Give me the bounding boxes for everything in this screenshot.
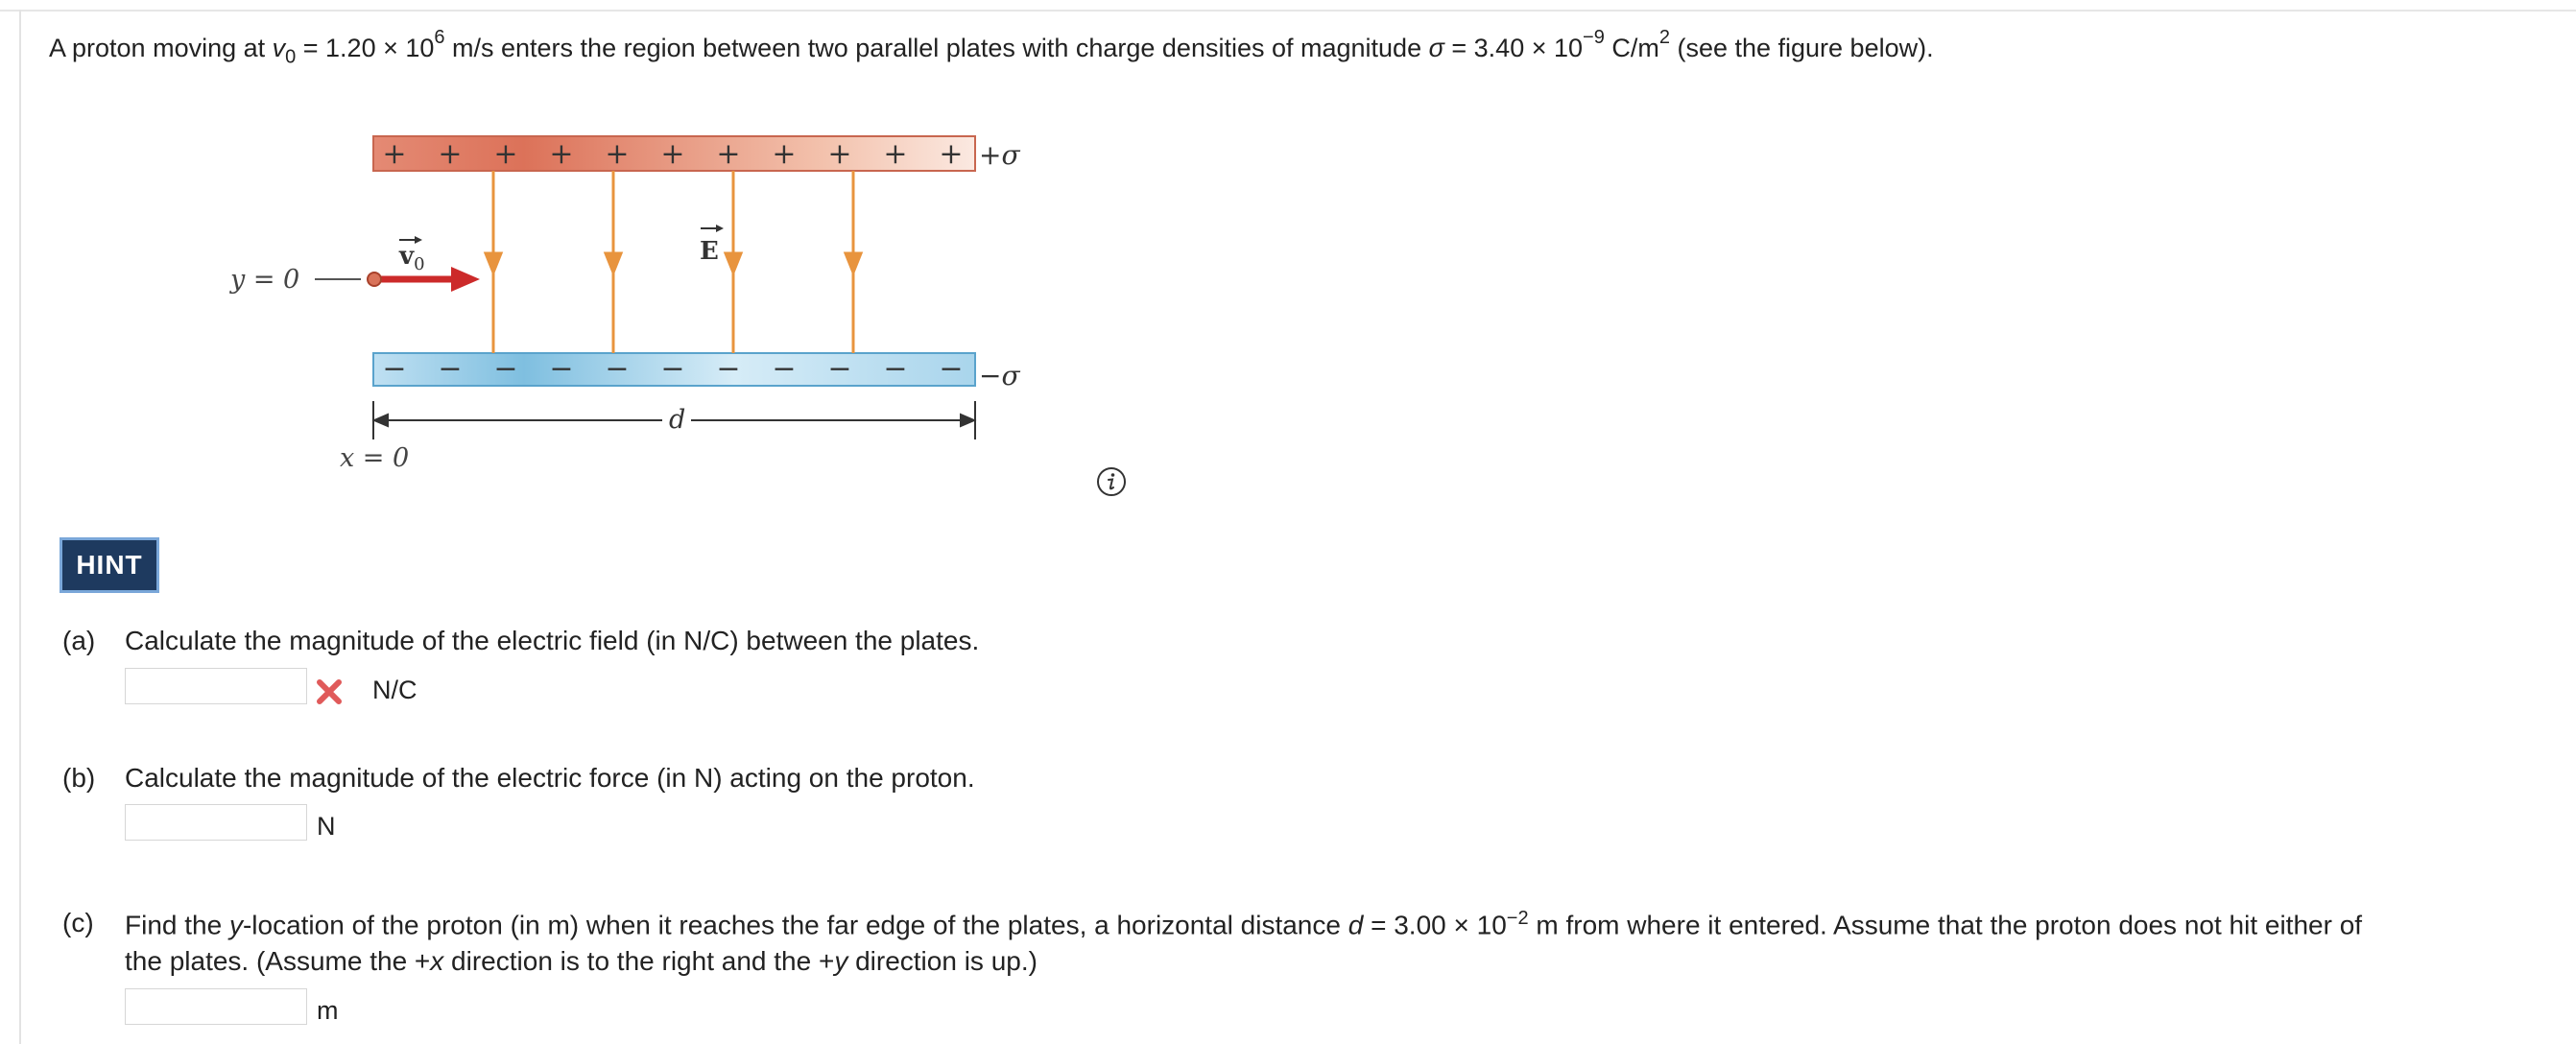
electric-field-label	[700, 225, 724, 266]
hint-button[interactable]: HINT	[60, 537, 159, 593]
minus-charge: −	[549, 352, 574, 386]
part-label: (b)	[62, 763, 96, 793]
field-line	[846, 171, 861, 353]
plus-charge: +	[549, 137, 574, 171]
velocity-label	[398, 236, 425, 274]
minus-charge: −	[493, 352, 518, 386]
plus-charge: +	[939, 137, 964, 171]
minus-charge: −	[883, 352, 908, 386]
part-text-line2: the plates. (Assume the +x direction is to the right and the +y direction is up.)	[125, 946, 1038, 976]
answer-input-a[interactable]	[125, 668, 307, 704]
incorrect-icon	[315, 677, 344, 706]
proton	[368, 273, 381, 286]
field-line	[486, 171, 501, 353]
field-line	[726, 171, 741, 353]
minus-charge: −	[716, 352, 741, 386]
part-label: (c)	[62, 908, 94, 937]
plus-charge: +	[772, 137, 797, 171]
plus-charge: +	[605, 137, 630, 171]
unit-label: N/C	[372, 676, 417, 704]
y-zero-label: y = 0	[230, 265, 300, 295]
plus-charge: +	[438, 137, 463, 171]
part-text: Find the y-location of the proton (in m) when it reaches the far edge of the plates, a horizontal distance $d = 3.00 \times 10^{-2}$ m from where it entered. Assume that the proton does not hit either of	[125, 908, 2363, 940]
plus-charge: +	[716, 137, 741, 171]
minus-charge: −	[605, 352, 630, 386]
minus-charge: −	[827, 352, 852, 386]
top-divider	[0, 0, 2576, 12]
part-label: (a)	[62, 626, 96, 655]
minus-charge: −	[438, 352, 463, 386]
info-icon[interactable]	[1096, 466, 1127, 497]
plus-charge: +	[493, 137, 518, 171]
plus-charge: +	[827, 137, 852, 171]
parallel-plates-figure	[211, 123, 1056, 497]
minus-charge: −	[939, 352, 964, 386]
field-line	[606, 171, 621, 353]
distance-label: d	[669, 405, 686, 435]
top-plate-label: +σ	[979, 139, 1020, 171]
answer-input-b[interactable]	[125, 804, 307, 841]
bottom-plate-label: −σ	[979, 360, 1020, 392]
left-divider	[19, 10, 21, 1044]
problem-statement: A proton moving at $v_0 = 1.20 \times 10^6$ m/s enters the region between two parallel plates with charge densities of magnitude $\sigma = 3.40 \times 10^{-9}$ $C/m^2$ (see the figure below).	[49, 27, 1934, 68]
minus-charge: −	[382, 352, 407, 386]
plus-charge: +	[883, 137, 908, 171]
unit-label: m	[317, 996, 339, 1025]
part-text: Calculate the magnitude of the electric field (in N/C) between the plates.	[125, 626, 980, 655]
part-text: Calculate the magnitude of the electric force (in N) acting on the proton.	[125, 763, 975, 793]
minus-charge: −	[660, 352, 685, 386]
minus-charge: −	[772, 352, 797, 386]
x-zero-label: x = 0	[340, 443, 410, 473]
svg-text:v0: $v_0$	[399, 242, 425, 274]
plus-charge: +	[660, 137, 685, 171]
unit-label: N	[317, 812, 336, 841]
svg-text:E: E	[700, 237, 719, 266]
plus-charge: +	[382, 137, 407, 171]
answer-input-c[interactable]	[125, 988, 307, 1025]
